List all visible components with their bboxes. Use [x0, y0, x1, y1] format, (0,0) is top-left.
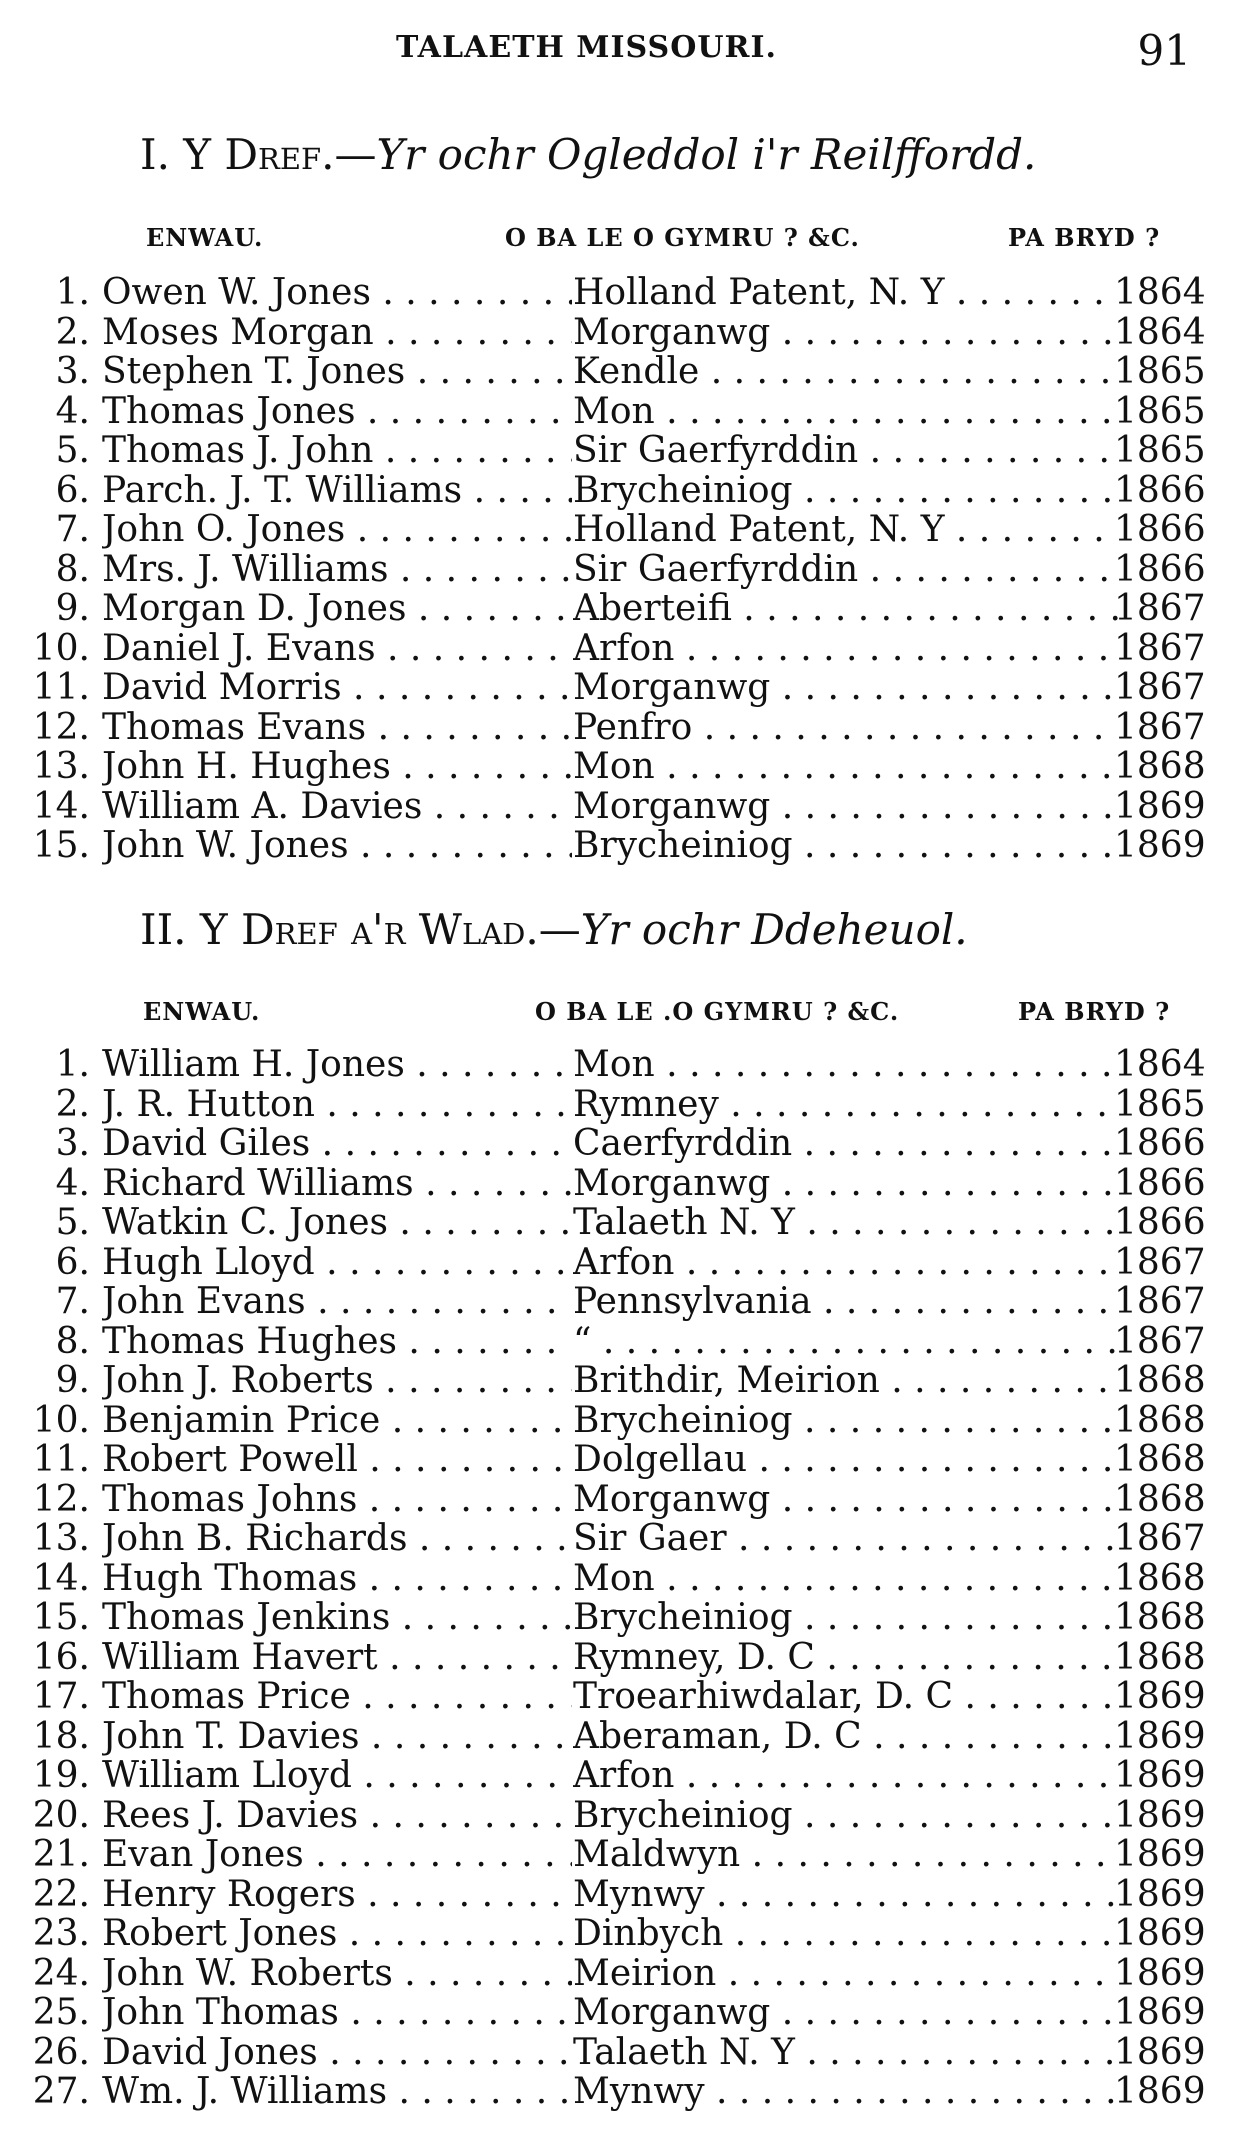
entry-origin: Mynwy . . . — [573, 2071, 1118, 2112]
list-item — [0, 1281, 1247, 1321]
entry-number: 7. — [55, 1281, 90, 1322]
list-item — [0, 1755, 1247, 1795]
entry-year: 1868 — [1114, 1557, 1206, 1599]
section-1-col-when: PA BRYD ? — [1008, 223, 1161, 252]
entry-name: Thomas Hughes . . . — [102, 1321, 572, 1362]
entry-number: 18. — [32, 1715, 90, 1757]
list-item — [0, 1953, 1247, 1993]
entry-year: 1868 — [1114, 1360, 1206, 1401]
entry-origin: Arfon . . . — [573, 1242, 1118, 1283]
entry-year: 1866 — [1114, 548, 1206, 590]
entry-origin: Mon . . . — [573, 1558, 1118, 1599]
entry-origin: Dinbych . . . — [573, 1913, 1118, 1954]
list-item — [0, 667, 1247, 707]
entry-name: Robert Jones . . . — [102, 1913, 572, 1954]
entry-origin: Brycheiniog . . . — [573, 1400, 1118, 1441]
entry-name: John Thomas . . . — [102, 1992, 572, 2033]
entry-origin: Talaeth N. Y . . . — [573, 1202, 1118, 1243]
section-1-col-origin: O BA LE O GYMRU ? &C. — [505, 223, 860, 252]
entry-name: Evan Jones . . . — [102, 1834, 572, 1875]
entry-number: 12. — [32, 706, 90, 748]
entry-number: 17. — [32, 1676, 90, 1717]
entry-year: 1868 — [1114, 1478, 1206, 1520]
list-item — [0, 825, 1247, 865]
list-item — [0, 1360, 1247, 1400]
list-item — [0, 1321, 1247, 1361]
entry-year: 1866 — [1114, 1202, 1206, 1243]
entry-number: 1. — [55, 1044, 90, 1085]
entry-name: John W. Jones . . . — [102, 825, 572, 866]
entry-name: William Lloyd . . . — [102, 1755, 572, 1796]
section-1-title-italic: Yr ochr Ogleddol i'r Reilffordd. — [376, 130, 1037, 179]
entry-origin: Morganwg . . . — [573, 312, 1118, 353]
entry-name: Parch. J. T. Williams . . . — [102, 470, 572, 511]
entry-number: 2. — [55, 311, 90, 353]
entry-number: 16. — [32, 1636, 90, 1678]
entry-origin: Brycheiniog . . . — [573, 825, 1118, 866]
list-item — [0, 1202, 1247, 1242]
entry-number: 5. — [55, 1202, 90, 1243]
entry-origin: Morganwg . . . — [573, 1163, 1118, 1204]
entry-origin: Sir Gaerfyrddin . . . — [573, 549, 1118, 590]
entry-year: 1867 — [1114, 1241, 1206, 1283]
entry-number: 14. — [32, 785, 90, 827]
entry-name: Hugh Lloyd . . . — [102, 1242, 572, 1283]
entry-name: William H. Jones . . . — [102, 1044, 572, 1085]
list-item — [0, 1400, 1247, 1440]
entry-origin: Kendle . . . — [573, 351, 1118, 392]
entry-name: Daniel J. Evans . . . — [102, 628, 572, 669]
entry-year: 1866 — [1114, 469, 1206, 511]
entry-year: 1869 — [1114, 2071, 1206, 2112]
section-2-title-italic: Yr ochr Ddeheuol. — [580, 905, 968, 954]
entry-origin: Morganwg . . . — [573, 1992, 1118, 2033]
entry-origin: Maldwyn . . . — [573, 1834, 1118, 1875]
section-2-col-names: ENWAU. — [143, 997, 261, 1026]
entry-name: Mrs. J. Williams . . . — [102, 549, 572, 590]
entry-number: 3. — [55, 1123, 90, 1164]
section-1-list — [0, 272, 1247, 865]
entry-name: Stephen T. Jones . . . — [102, 351, 572, 392]
entry-origin: Brithdir, Meirion . . . — [573, 1360, 1118, 1401]
running-title: TALAETH MISSOURI. — [396, 30, 777, 65]
entry-name: John W. Roberts . . . — [102, 1953, 572, 1994]
entry-year: 1867 — [1114, 1320, 1206, 1362]
section-2-title — [140, 905, 968, 954]
entry-number: 24. — [32, 1952, 90, 1994]
entry-origin: Talaeth N. Y . . . — [573, 2032, 1118, 2073]
entry-number: 20. — [32, 1794, 90, 1836]
entry-name: J. R. Hutton . . . — [102, 1084, 572, 1125]
entry-year: 1869 — [1114, 1676, 1206, 1717]
entry-name: Henry Rogers . . . — [102, 1874, 572, 1915]
entry-year: 1867 — [1114, 588, 1206, 629]
list-item — [0, 707, 1247, 747]
entry-name: Rees J. Davies . . . — [102, 1795, 572, 1836]
entry-name: John Evans . . . — [102, 1281, 572, 1322]
entry-year: 1869 — [1114, 1794, 1206, 1836]
entry-name: Thomas Price . . . — [102, 1676, 572, 1717]
entry-year: 1868 — [1114, 1439, 1206, 1480]
entry-origin: Holland Patent, N. Y . . . — [573, 272, 1118, 313]
entry-name: Thomas Jenkins . . . — [102, 1597, 572, 1638]
entry-year: 1869 — [1114, 1913, 1206, 1954]
list-item — [0, 391, 1247, 431]
entry-origin: Holland Patent, N. Y . . . — [573, 509, 1118, 550]
entry-name: David Giles . . . — [102, 1123, 572, 1164]
entry-name: Robert Powell . . . — [102, 1439, 572, 1480]
entry-origin: Morganwg . . . — [573, 1479, 1118, 1520]
entry-name: Thomas J. John . . . — [102, 430, 572, 471]
entry-name: William Havert . . . — [102, 1637, 572, 1678]
list-item — [0, 1795, 1247, 1835]
entry-number: 3. — [55, 351, 90, 392]
entry-origin: Aberaman, D. C . . . — [573, 1716, 1118, 1757]
entry-number: 13. — [32, 1518, 90, 1559]
entry-number: 7. — [55, 509, 90, 550]
list-item — [0, 312, 1247, 352]
entry-year: 1865 — [1114, 1083, 1206, 1125]
list-item — [0, 1992, 1247, 2032]
entry-number: 23. — [32, 1913, 90, 1954]
section-1-title — [140, 130, 1036, 179]
entry-number: 4. — [55, 1162, 90, 1204]
entry-number: 15. — [32, 1597, 90, 1638]
entry-origin: Arfon . . . — [573, 628, 1118, 669]
entry-origin: Sir Gaerfyrddin . . . — [573, 430, 1118, 471]
entry-origin: Brycheiniog . . . — [573, 470, 1118, 511]
entry-number: 27. — [32, 2071, 90, 2112]
entry-origin: Meirion . . . — [573, 1953, 1118, 1994]
list-item — [0, 1597, 1247, 1637]
entry-name: John T. Davies . . . — [102, 1716, 572, 1757]
entry-number: 22. — [32, 1873, 90, 1915]
section-2-list — [0, 1044, 1247, 2111]
entry-origin: Morganwg . . . — [573, 667, 1118, 708]
entry-origin: Brycheiniog . . . — [573, 1597, 1118, 1638]
entry-year: 1867 — [1114, 1281, 1206, 1322]
entry-name: William A. Davies . . . — [102, 786, 572, 827]
entry-number: 5. — [55, 430, 90, 471]
section-2-col-origin: O BA LE .O GYMRU ? &C. — [535, 997, 900, 1026]
list-item — [0, 1676, 1247, 1716]
entry-year: 1867 — [1114, 1518, 1206, 1559]
entry-name: Hugh Thomas . . . — [102, 1558, 572, 1599]
list-item — [0, 470, 1247, 510]
list-item — [0, 1834, 1247, 1874]
entry-number: 12. — [32, 1478, 90, 1520]
list-item — [0, 2071, 1247, 2111]
entry-origin: Caerfyrddin . . . — [573, 1123, 1118, 1164]
entry-name: John J. Roberts . . . — [102, 1360, 572, 1401]
list-item — [0, 628, 1247, 668]
entry-number: 8. — [55, 1320, 90, 1362]
entry-origin: Mon . . . — [573, 1044, 1118, 1085]
entry-number: 1. — [55, 272, 90, 313]
list-item — [0, 351, 1247, 391]
list-item — [0, 509, 1247, 549]
entry-number: 10. — [32, 1399, 90, 1441]
entry-origin: “ . . . — [573, 1321, 1118, 1362]
entry-number: 2. — [55, 1083, 90, 1125]
entry-number: 25. — [32, 1992, 90, 2033]
section-2-col-when: PA BRYD ? — [1018, 997, 1171, 1026]
list-item — [0, 786, 1247, 826]
entry-year: 1868 — [1114, 1636, 1206, 1678]
entry-year: 1869 — [1114, 1952, 1206, 1994]
entry-origin: Sir Gaer . . . — [573, 1518, 1118, 1559]
entry-origin: Penfro . . . — [573, 707, 1118, 748]
entry-year: 1866 — [1114, 1123, 1206, 1164]
list-item — [0, 430, 1247, 470]
entry-year: 1868 — [1114, 746, 1206, 787]
entry-name: Thomas Jones . . . — [102, 391, 572, 432]
entry-name: Thomas Johns . . . — [102, 1479, 572, 1520]
page-number: 91 — [1137, 26, 1191, 75]
entry-number: 26. — [32, 2031, 90, 2073]
entry-name: Moses Morgan . . . — [102, 312, 572, 353]
list-item — [0, 2032, 1247, 2072]
entry-year: 1865 — [1114, 351, 1206, 392]
list-item — [0, 1518, 1247, 1558]
entry-origin: Troearhiwdalar, D. C . . . — [573, 1676, 1118, 1717]
entry-origin: Arfon . . . — [573, 1755, 1118, 1796]
entry-number: 6. — [55, 1241, 90, 1283]
section-1-title-lead: I. Y Dref.— — [140, 130, 377, 179]
section-2-title-lead: II. Y Dref a'r Wlad.— — [140, 905, 581, 954]
entry-number: 21. — [32, 1834, 90, 1875]
entry-name: Richard Williams . . . — [102, 1163, 572, 1204]
entry-origin: Mon . . . — [573, 746, 1118, 787]
entry-year: 1869 — [1114, 1755, 1206, 1796]
entry-number: 6. — [55, 469, 90, 511]
section-1-col-names: ENWAU. — [146, 223, 264, 252]
entry-origin: Rymney . . . — [573, 1084, 1118, 1125]
entry-number: 15. — [32, 825, 90, 866]
list-item — [0, 1913, 1247, 1953]
list-item — [0, 1123, 1247, 1163]
entry-name: Wm. J. Williams . . . — [102, 2071, 572, 2112]
entry-year: 1867 — [1114, 706, 1206, 748]
entry-number: 4. — [55, 390, 90, 432]
entry-number: 11. — [32, 667, 90, 708]
entry-year: 1864 — [1114, 272, 1206, 313]
entry-year: 1869 — [1114, 1834, 1206, 1875]
entry-year: 1865 — [1114, 390, 1206, 432]
entry-origin: Aberteifi . . . — [573, 588, 1118, 629]
entry-year: 1866 — [1114, 1162, 1206, 1204]
list-item — [0, 1084, 1247, 1124]
list-item — [0, 549, 1247, 589]
entry-number: 14. — [32, 1557, 90, 1599]
entry-year: 1869 — [1114, 825, 1206, 866]
list-item — [0, 1716, 1247, 1756]
entry-year: 1869 — [1114, 1992, 1206, 2033]
entry-name: John O. Jones . . . — [102, 509, 572, 550]
entry-number: 19. — [32, 1755, 90, 1796]
entry-year: 1864 — [1114, 311, 1206, 353]
entry-year: 1864 — [1114, 1044, 1206, 1085]
list-item — [0, 1044, 1247, 1084]
entry-name: John B. Richards . . . — [102, 1518, 572, 1559]
entry-origin: Dolgellau . . . — [573, 1439, 1118, 1480]
entry-origin: Mynwy . . . — [573, 1874, 1118, 1915]
entry-number: 9. — [55, 588, 90, 629]
entry-origin: Morganwg . . . — [573, 786, 1118, 827]
list-item — [0, 588, 1247, 628]
entry-name: Watkin C. Jones . . . — [102, 1202, 572, 1243]
entry-number: 8. — [55, 548, 90, 590]
entry-name: David Morris . . . — [102, 667, 572, 708]
entry-name: Benjamin Price . . . — [102, 1400, 572, 1441]
entry-name: Morgan D. Jones . . . — [102, 588, 572, 629]
entry-number: 11. — [32, 1439, 90, 1480]
list-item — [0, 1439, 1247, 1479]
entry-origin: Mon . . . — [573, 391, 1118, 432]
list-item — [0, 746, 1247, 786]
list-item — [0, 1163, 1247, 1203]
entry-number: 13. — [32, 746, 90, 787]
list-item — [0, 1874, 1247, 1914]
list-item — [0, 1242, 1247, 1282]
list-item — [0, 1637, 1247, 1677]
entry-origin: Pennsylvania . . . — [573, 1281, 1118, 1322]
entry-number: 10. — [32, 627, 90, 669]
list-item — [0, 272, 1247, 312]
entry-year: 1865 — [1114, 430, 1206, 471]
entry-number: 9. — [55, 1360, 90, 1401]
entry-year: 1868 — [1114, 1597, 1206, 1638]
entry-name: John H. Hughes . . . — [102, 746, 572, 787]
entry-year: 1869 — [1114, 1873, 1206, 1915]
entry-year: 1866 — [1114, 509, 1206, 550]
entry-year: 1869 — [1114, 2031, 1206, 2073]
list-item — [0, 1479, 1247, 1519]
entry-origin: Rymney, D. C . . . — [573, 1637, 1118, 1678]
entry-year: 1869 — [1114, 785, 1206, 827]
entry-year: 1868 — [1114, 1399, 1206, 1441]
list-item — [0, 1558, 1247, 1598]
entry-name: Owen W. Jones . . . — [102, 272, 572, 313]
entry-origin: Brycheiniog . . . — [573, 1795, 1118, 1836]
entry-name: David Jones . . . — [102, 2032, 572, 2073]
entry-year: 1869 — [1114, 1715, 1206, 1757]
entry-year: 1867 — [1114, 667, 1206, 708]
entry-name: Thomas Evans . . . — [102, 707, 572, 748]
entry-year: 1867 — [1114, 627, 1206, 669]
